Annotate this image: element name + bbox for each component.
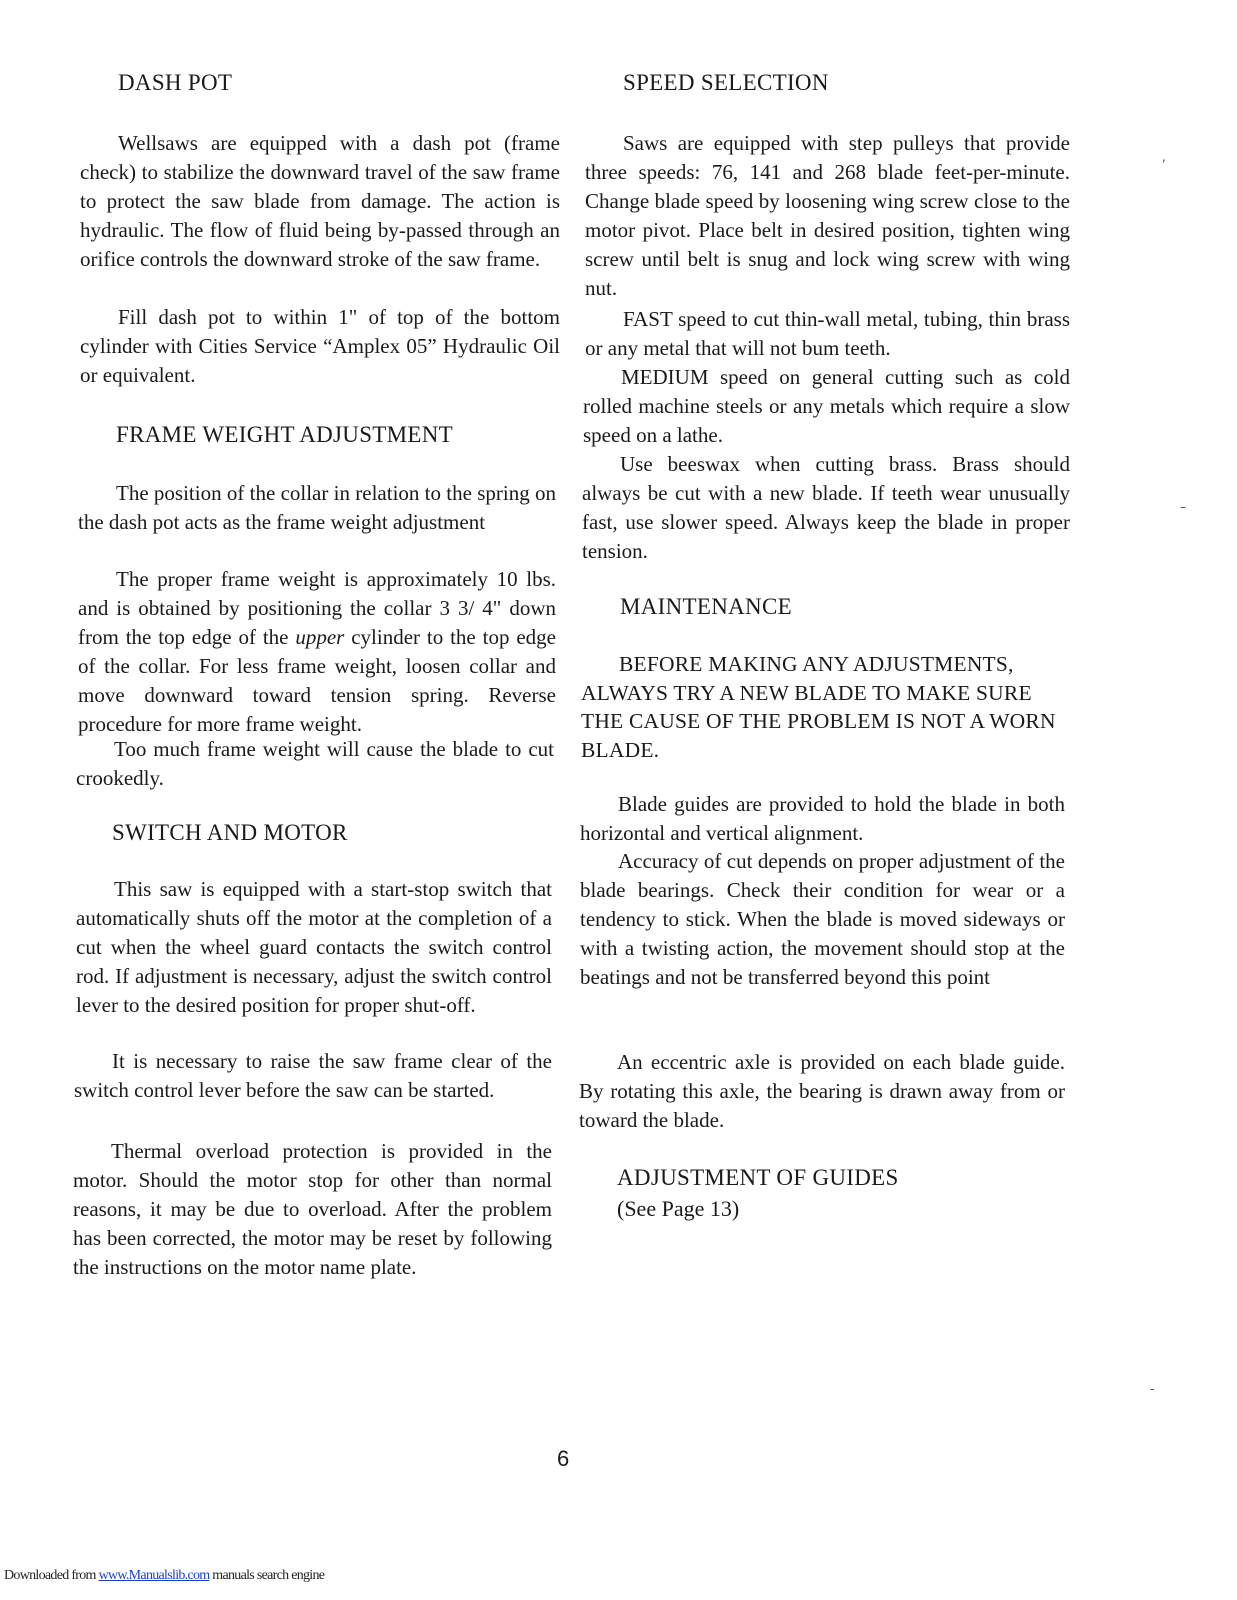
dash-pot-paragraph-1: Wellsaws are equipped with a dash pot (frame check) to stabilize the downward travel of the saw frame to protect the saw blade from damage. The action is hydraulic. The flow of fluid being by-passed through an orifice controls the downward stroke of the saw frame. [80, 131, 560, 271]
footer-prefix: Downloaded from [4, 1568, 99, 1583]
scan-speck: , [1162, 150, 1166, 164]
speed-selection-paragraph-1: Saws are equipped with step pulleys that provide three speeds: 76, 141 and 268 blade feet-per-minute. Change blade speed by loosening wing screw close to the motor pivot. Place belt in desired position, tighten wing screw until belt is snug and lock wing screw with wing nut. [585, 131, 1070, 300]
scan-speck: - [1150, 1382, 1155, 1396]
switch-motor-paragraph-3: Thermal overload protection is provided in the motor. Should the motor stop for other than normal reasons, it may be due to overload. After the problem has been corrected, the motor may be reset by following the instructions on the motor name plate. [73, 1139, 552, 1279]
frame-weight-paragraph-1: The position of the collar in relation to the spring on the dash pot acts as the frame weight adjustment [78, 481, 556, 534]
switch-motor-paragraph-2: It is necessary to raise the saw frame clear of the switch control lever before the saw can be started. [74, 1049, 552, 1102]
maintenance-heading: MAINTENANCE [620, 594, 792, 619]
footer-suffix: manuals search engine [209, 1568, 325, 1583]
switch-motor-heading: SWITCH AND MOTOR [112, 820, 348, 845]
adjustment-of-guides-heading: ADJUSTMENT OF GUIDES [617, 1165, 899, 1190]
maintenance-paragraph-2: Accuracy of cut depends on proper adjustment of the blade bearings. Check their condition for wear or a tendency to stick. When the blade is moved sideways or with a twisting action, the movement should stop at the beatings and not be transferred beyond this point [580, 849, 1065, 989]
see-page-reference: (See Page 13) [617, 1196, 740, 1221]
switch-motor-paragraph-1: This saw is equipped with a start-stop switch that automatically shuts off the motor at the completion of a cut when the wheel guard contacts the switch control rod. If adjustment is necessary, adjust the switch control lever to the desired position for proper shut-off. [76, 877, 552, 1017]
maintenance-paragraph-1: Blade guides are provided to hold the blade in both horizontal and vertical alignment. [580, 792, 1065, 845]
download-footer [4, 1568, 324, 1584]
maintenance-paragraph-3: An eccentric axle is provided on each blade guide. By rotating this axle, the bearing is drawn away from or toward the blade. [579, 1050, 1065, 1132]
speed-selection-heading: SPEED SELECTION [623, 70, 829, 95]
frame-weight-paragraph-3: Too much frame weight will cause the blade to cut crookedly. [76, 737, 554, 790]
frame-weight-paragraph-2: The proper frame weight is approximately 10 lbs. and is obtained by positioning the collar 3 3/ 4" down from the top edge of the upper cylinder to the top edge of the collar. For less frame weight, loosen collar and move downward toward tension spring. Reverse procedure for more frame weight. [78, 567, 556, 736]
dash-pot-paragraph-2: Fill dash pot to within 1" of top of the bottom cylinder with Cities Service “Amplex 05” Hydraulic Oil or equivalent. [80, 305, 560, 387]
dash-pot-heading: DASH POT [118, 70, 233, 95]
speed-selection-paragraph-2: FAST speed to cut thin-wall metal, tubing, thin brass or any metal that will not bum teeth. [585, 307, 1070, 360]
maintenance-warning: BEFORE MAKING ANY ADJUSTMENTS, ALWAYS TRY A NEW BLADE TO MAKE SURE THE CAUSE OF THE PROBLEM IS NOT A WORN BLADE. [581, 652, 1056, 762]
page-number: 6 [557, 1446, 570, 1471]
upper-emphasis: upper [295, 625, 345, 649]
speed-selection-paragraph-3: MEDIUM speed on general cutting such as cold rolled machine steels or any metals which require a slow speed on a lathe. [583, 365, 1070, 447]
frame-weight-heading: FRAME WEIGHT ADJUSTMENT [116, 422, 454, 447]
scan-speck: – [1180, 500, 1186, 514]
speed-selection-paragraph-4: Use beeswax when cutting brass. Brass should always be cut with a new blade. If teeth wear unusually fast, use slower speed. Always keep the blade in proper tension. [582, 452, 1070, 563]
manualslib-link[interactable]: www.Manualslib.com [98, 1568, 210, 1583]
